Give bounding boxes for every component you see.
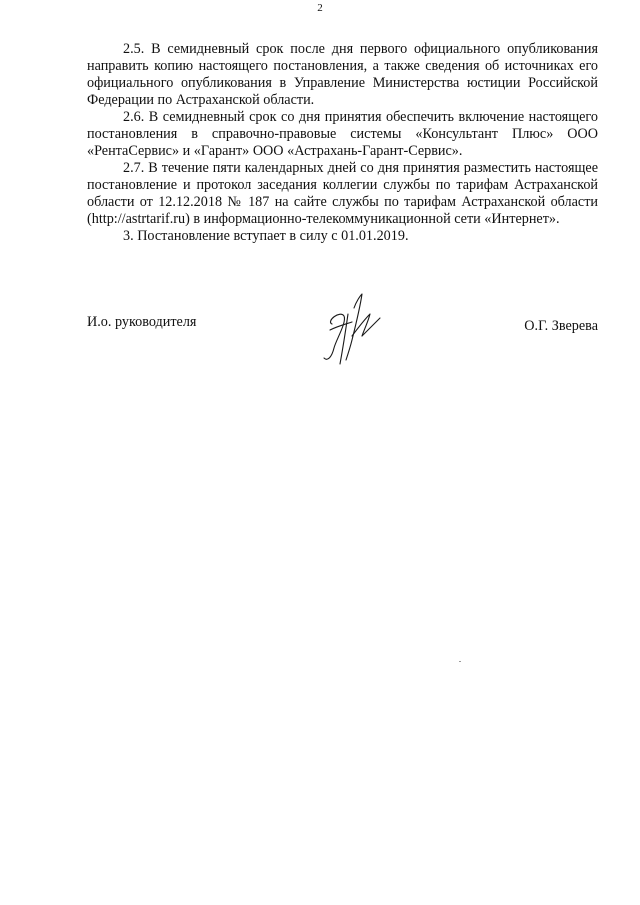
signatory-title: И.о. руководителя (87, 314, 197, 330)
signatory-name: О.Г. Зверева (524, 318, 598, 334)
paragraph-2-7: 2.7. В течение пяти календарных дней со дня принятия разместить настоящее постановление и протокол заседания коллегии службы по тарифам Астраханской области от 12.12.2018 № 187 на сайте службы по тарифам Астраханской области (http://astrtarif.ru) в информационно-телекоммуникационной сети «Интернет». (87, 160, 598, 227)
paragraph-2-5: 2.5. В семидневный срок после дня первого официального опубликования направить копию настоящего постановления, а также сведения об источниках его официального опубликования в Управление Министерства юстиции Российской Федерации по Астраханской области. (87, 41, 598, 108)
handwritten-signature-icon (318, 288, 388, 368)
document-body (87, 41, 598, 245)
scan-artifact (459, 661, 461, 662)
page-number: 2 (317, 2, 323, 14)
paragraph-3: 3. Постановление вступает в силу с 01.01.2019. (123, 228, 409, 244)
paragraph-2-6: 2.6. В семидневный срок со дня принятия обеспечить включение настоящего постановления в справочно-правовые системы «Консультант Плюс» ООО «РентаСервис» и «Гарант» ООО «Астрахань-Гарант-Сервис». (87, 109, 598, 159)
